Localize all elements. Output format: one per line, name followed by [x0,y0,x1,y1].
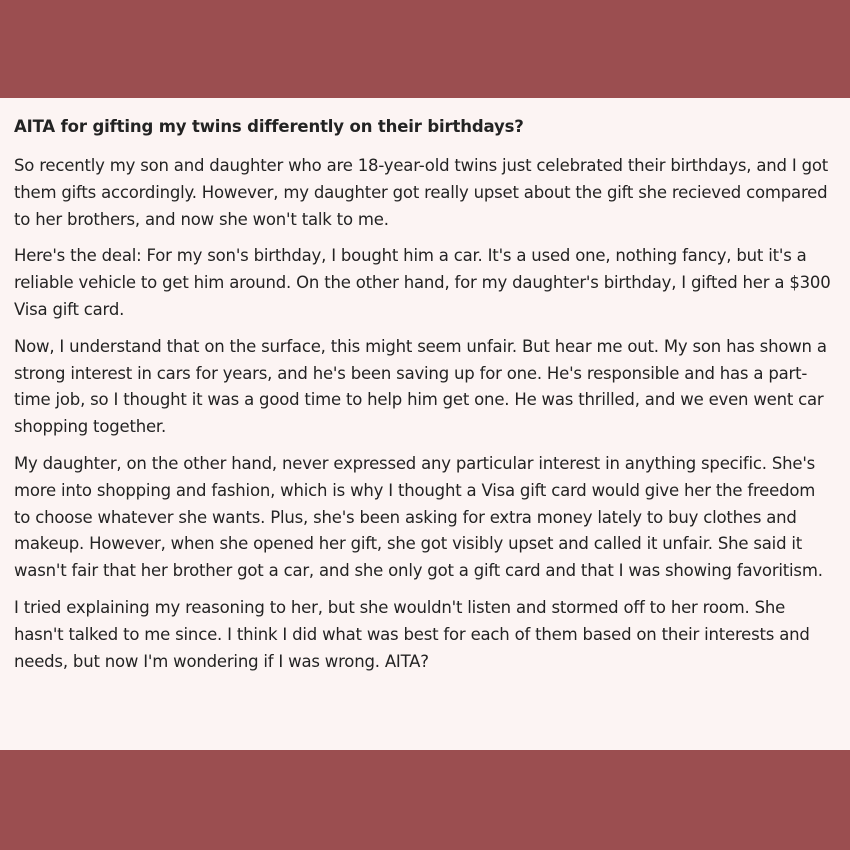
top-frame-band [0,0,850,98]
post-title: AITA for gifting my twins differently on their birthdays? [14,117,524,136]
post-paragraph-5: I tried explaining my reasoning to her, but she wouldn't listen and stormed off to her room. She hasn't talked to me since. I think I did what was best for each of them based on their interests and needs, but now I'm wondering if I was wrong. AITA? [14,597,810,671]
post-paragraph-4: My daughter, on the other hand, never expressed any particular interest in anything specific. She's more into shopping and fashion, which is why I thought a Visa gift card would give her the freedom to choose whatever she wants. Plus, she's been asking for extra money lately to buy clothes and makeup. However, when she opened her gift, she got visibly upset and called it unfair. She said it wasn't fair that her brother got a car, and she only got a gift card and that I was showing favoritism. [14,453,823,581]
post-paragraph-3: Now, I understand that on the surface, this might seem unfair. But hear me out. My son has shown a strong interest in cars for years, and he's been saving up for one. He's responsible and has a part-time job, so I thought it was a good time to help him get one. He was thrilled, and we even went car shopping together. [14,336,827,437]
post-paragraph-2: Here's the deal: For my son's birthday, I bought him a car. It's a used one, nothing fancy, but it's a reliable vehicle to get him around. On the other hand, for my daughter's birthday, I gifted her a $300 Visa gift card. [14,246,831,319]
post-card [0,98,850,750]
post-paragraph-1: So recently my son and daughter who are 18-year-old twins just celebrated their birthdays, and I got them gifts accordingly. However, my daughter got really upset about the gift she recieved compared to her brothers, and now she won't talk to me. [14,156,829,229]
bottom-frame-band [0,750,850,850]
